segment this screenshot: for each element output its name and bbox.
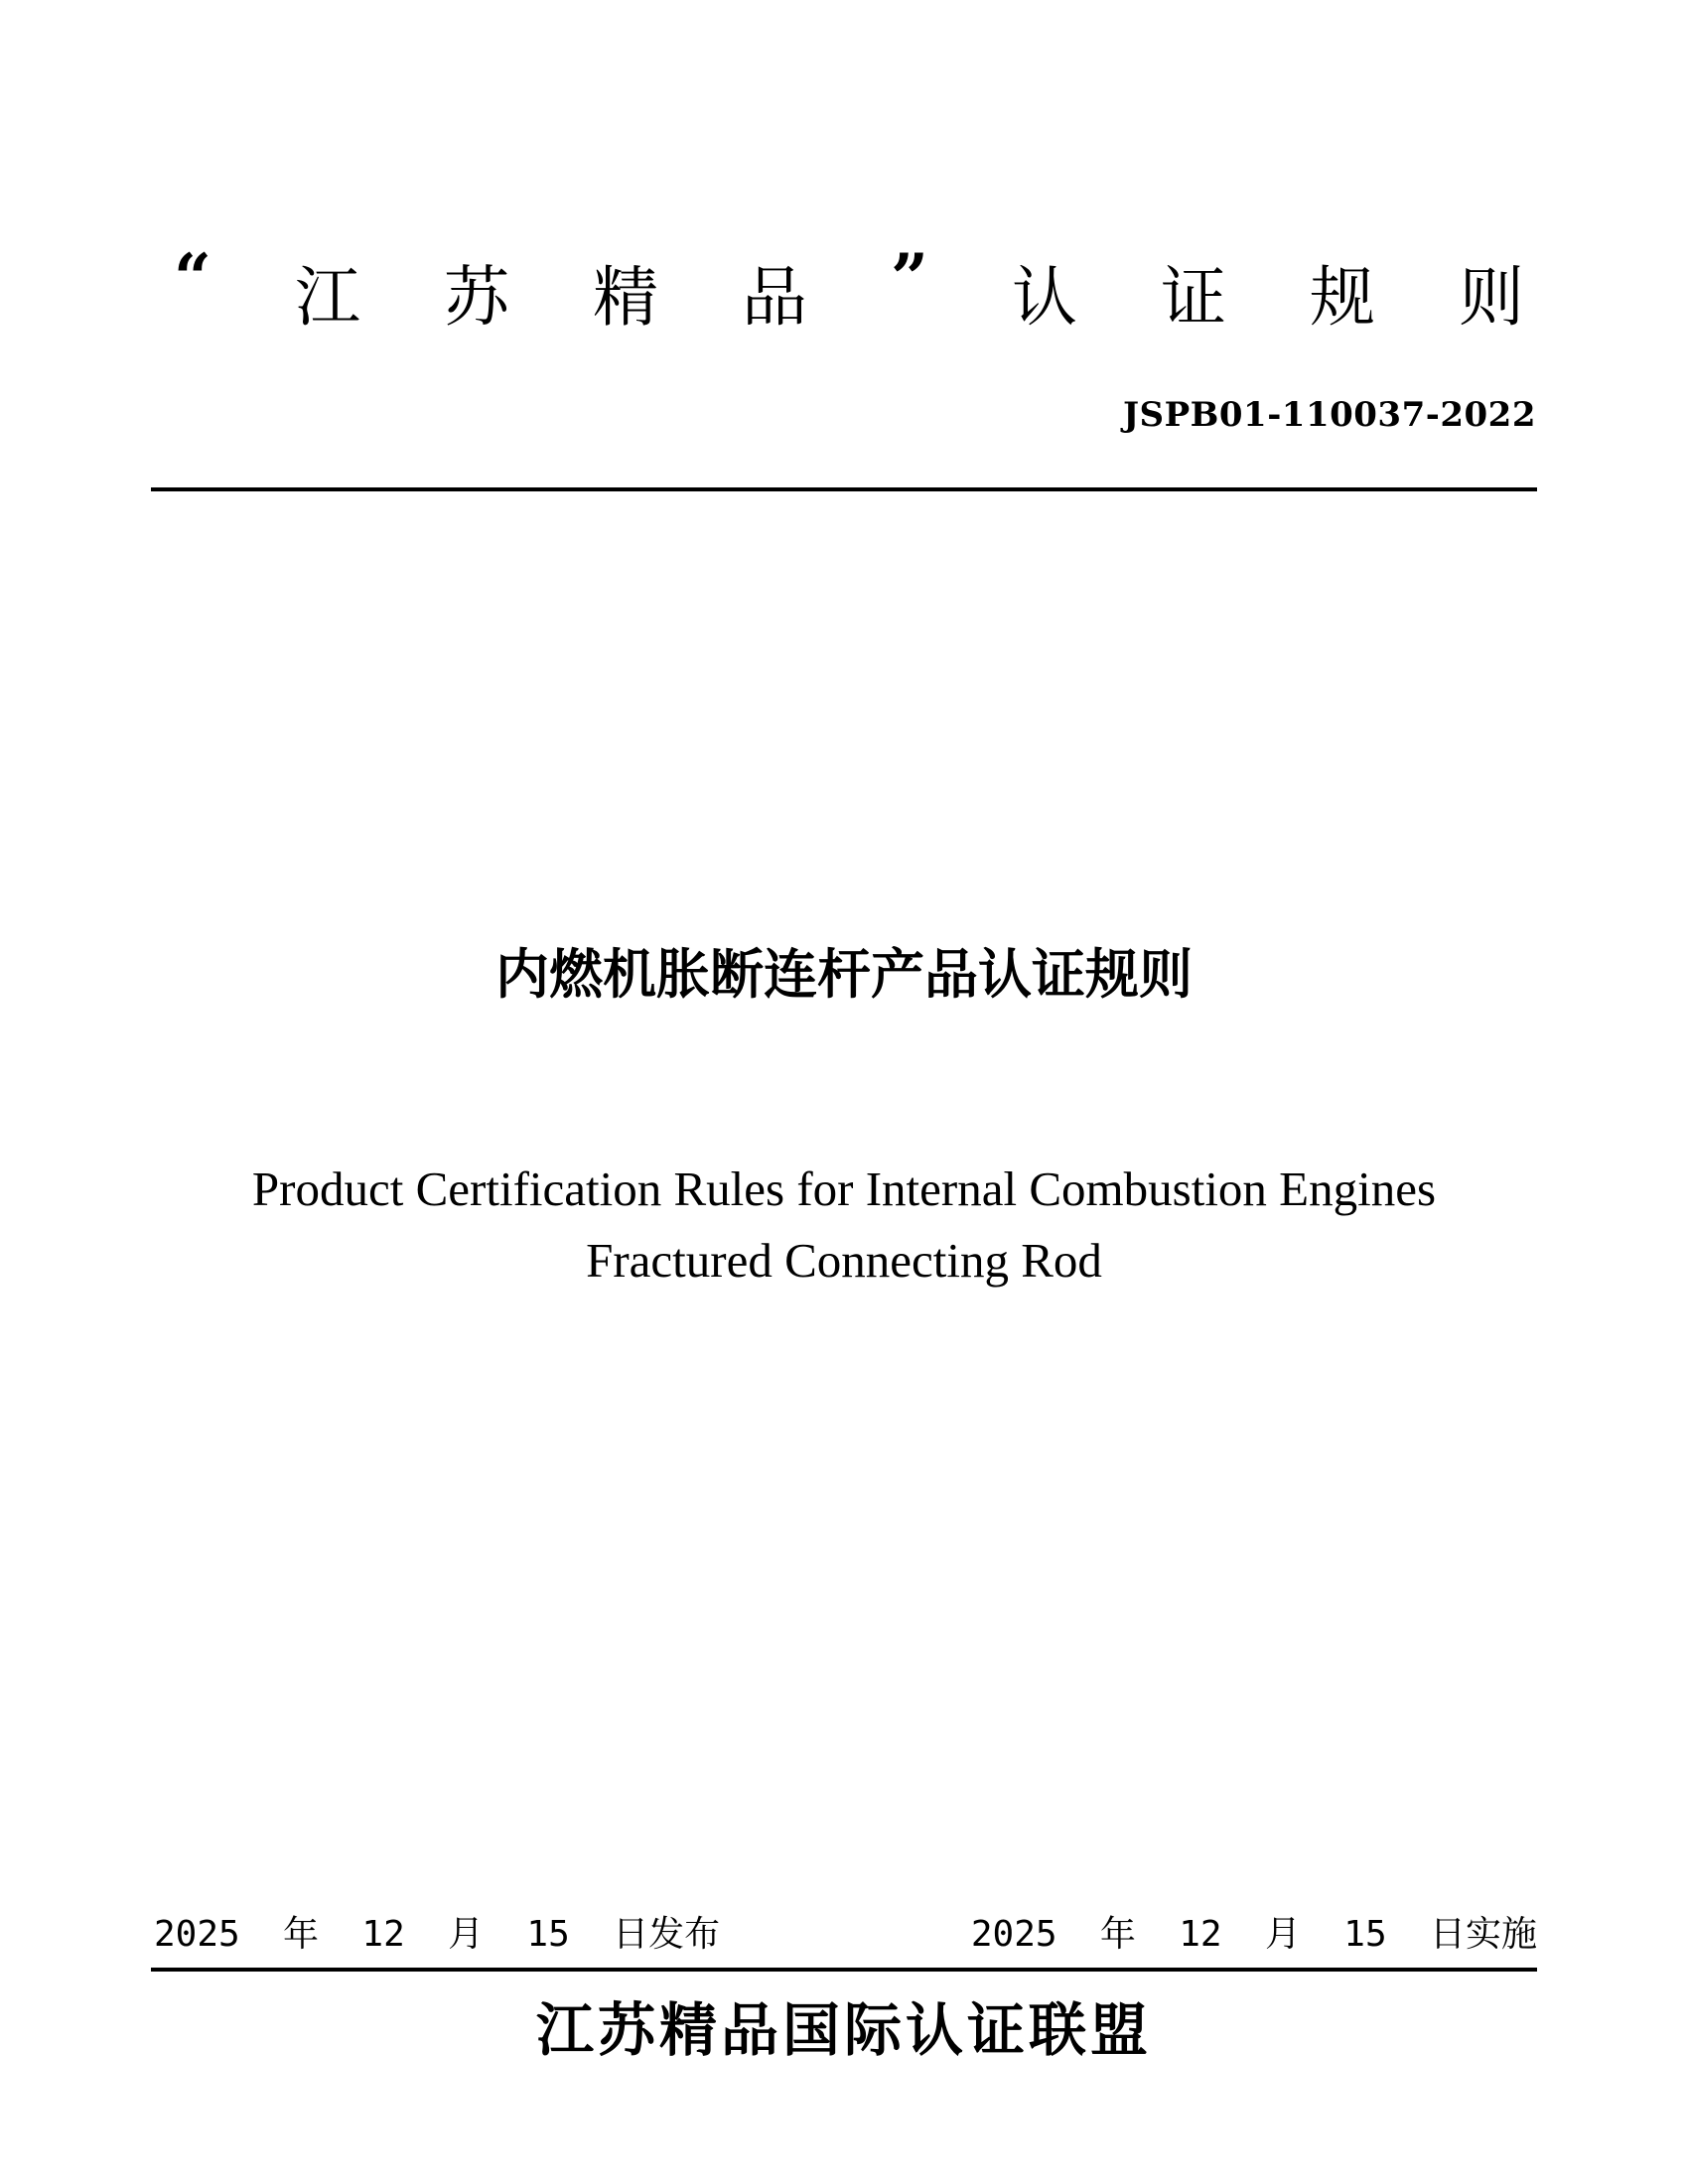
header-divider [151,487,1537,491]
title-char: ” [890,239,928,317]
title-char: 精 [592,259,658,336]
title-char: 苏 [443,259,509,336]
title-char: 品 [741,259,807,336]
english-title-line-2: Fractured Connecting Rod [586,1233,1102,1288]
publish-date: 2025 年 12 月 15 日发布 [154,1914,721,1955]
title-char: 则 [1458,259,1524,336]
title-char: 认 [1011,259,1077,336]
title-char: 证 [1160,259,1226,336]
footer-divider [151,1968,1537,1972]
document-code: JSPB01-110037-2022 [1122,395,1536,435]
title-char: 规 [1309,259,1375,336]
title-char: “ [174,239,211,317]
title-char: 江 [294,259,360,336]
standard-series-title [174,239,1524,342]
document-title-chinese: 内燃机胀断连杆产品认证规则 [495,943,1193,1006]
effective-date: 2025 年 12 月 15 日实施 [970,1914,1537,1955]
document-title-english [0,1154,1688,1297]
issuing-organization: 江苏精品国际认证联盟 [535,1996,1152,2064]
english-title-line-1: Product Certification Rules for Internal Combustion Engines [251,1161,1437,1216]
